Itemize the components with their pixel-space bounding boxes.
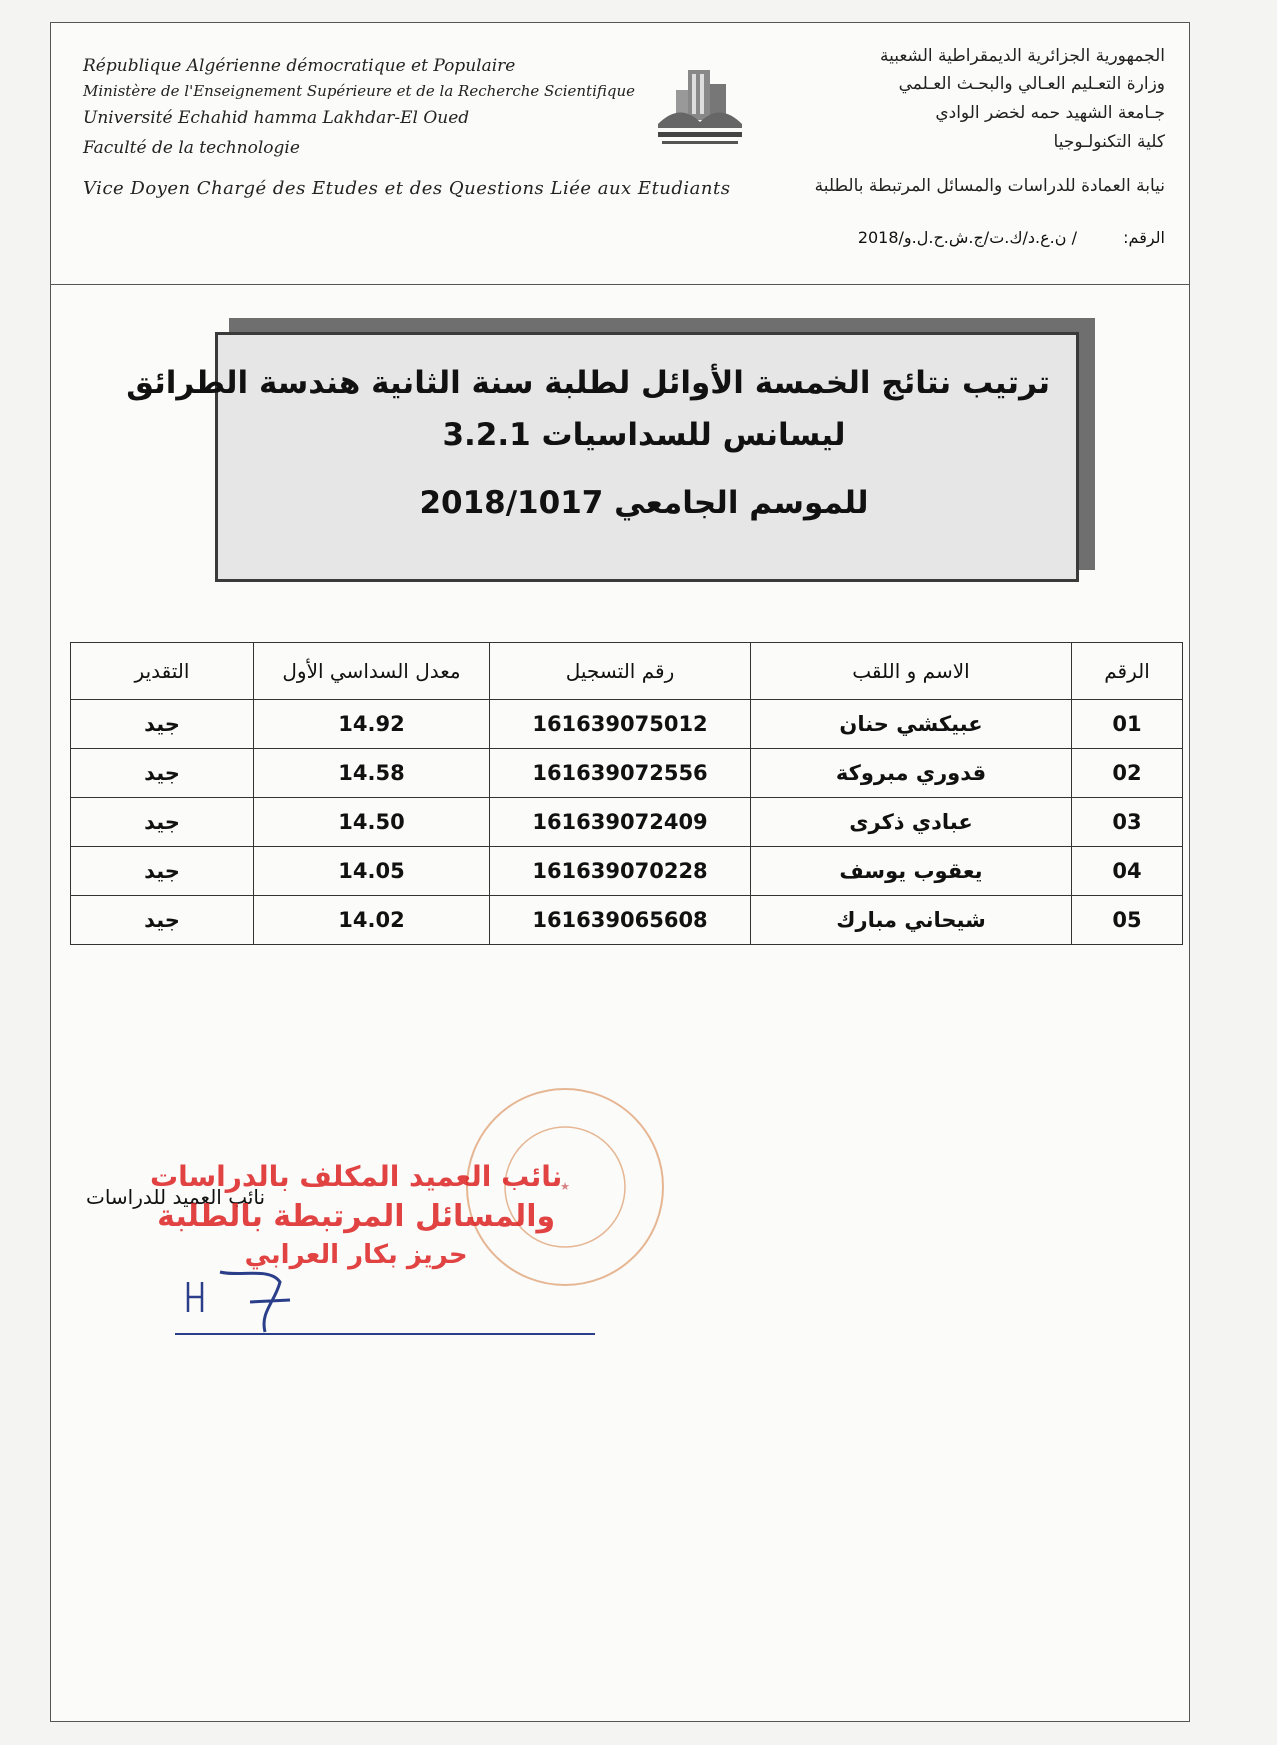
cell-average: 14.50 bbox=[254, 798, 490, 847]
cell-grade: جيد bbox=[71, 896, 254, 945]
table-header-row bbox=[71, 643, 1183, 700]
fr-republic: République Algérienne démocratique et Populaire bbox=[83, 56, 516, 76]
table-row bbox=[71, 896, 1183, 945]
cell-average: 14.05 bbox=[254, 847, 490, 896]
signature-stamp bbox=[150, 1160, 562, 1270]
cell-grade: جيد bbox=[71, 798, 254, 847]
cell-registration: 161639072409 bbox=[490, 798, 751, 847]
fr-vice-dean: Vice Doyen Chargé des Etudes et des Questions Liée aux Etudiants bbox=[83, 178, 731, 199]
table-row bbox=[71, 749, 1183, 798]
title-line-3: للموسم الجامعي 2018/1017 bbox=[419, 485, 869, 521]
fr-faculty: Faculté de la technologie bbox=[83, 138, 300, 158]
university-logo-icon bbox=[650, 62, 750, 158]
ar-university: جـامعة الشهيد حمه لخضر الوادي bbox=[935, 103, 1165, 123]
stamp-line-1: نائب العميد المكلف بالدراسات bbox=[150, 1160, 563, 1193]
cell-name: قدوري مبروكة bbox=[751, 749, 1072, 798]
title-box bbox=[126, 318, 1095, 584]
cell-name: عبادي ذكرى bbox=[751, 798, 1072, 847]
ar-ministry: وزارة التعـليم العـالي والبحـث العـلمي bbox=[898, 74, 1165, 94]
ar-faculty: كلية التكنولـوجيا bbox=[1053, 132, 1165, 152]
results-table bbox=[70, 642, 1183, 945]
cell-registration: 161639075012 bbox=[490, 700, 751, 749]
cell-rank: 03 bbox=[1072, 798, 1183, 847]
table-row bbox=[71, 847, 1183, 896]
cell-registration: 161639065608 bbox=[490, 896, 751, 945]
reference-value: / ن.ع.د/ك.ت/ج.ش.ح.ل.و/2018 bbox=[857, 228, 1077, 247]
header-divider bbox=[50, 284, 1190, 285]
cell-rank: 05 bbox=[1072, 896, 1183, 945]
cell-rank: 01 bbox=[1072, 700, 1183, 749]
table-row bbox=[71, 700, 1183, 749]
cell-registration: 161639070228 bbox=[490, 847, 751, 896]
cell-name: شيحاني مبارك bbox=[751, 896, 1072, 945]
fr-ministry: Ministère de l'Enseignement Supérieure et de la Recherche Scientifique bbox=[83, 82, 636, 100]
cell-grade: جيد bbox=[71, 749, 254, 798]
header-registration: رقم التسجيل bbox=[490, 643, 751, 700]
cell-rank: 04 bbox=[1072, 847, 1183, 896]
title-box-panel bbox=[126, 332, 1079, 582]
title-line-2: ليسانس للسداسيات 3.2.1 bbox=[442, 417, 846, 453]
header-name: الاسم و اللقب bbox=[751, 643, 1072, 700]
reference-label: الرقم: bbox=[1123, 228, 1165, 247]
cell-name: عبيكشي حنان bbox=[751, 700, 1072, 749]
signature-line bbox=[175, 1333, 595, 1335]
table-row bbox=[71, 798, 1183, 847]
header-grade: التقدير bbox=[71, 643, 254, 700]
cell-rank: 02 bbox=[1072, 749, 1183, 798]
cell-name: يعقوب يوسف bbox=[751, 847, 1072, 896]
cell-registration: 161639072556 bbox=[490, 749, 751, 798]
signatory-title: نائب العميد للدراسات bbox=[86, 1185, 266, 1209]
handwritten-signature-icon bbox=[180, 1262, 320, 1342]
ar-republic: الجمهورية الجزائرية الديمقراطية الشعبية bbox=[879, 46, 1165, 66]
fr-university: Université Echahid hamma Lakhdar-El Oued bbox=[83, 108, 470, 128]
cell-average: 14.02 bbox=[254, 896, 490, 945]
stamp-line-3: حريز بكار العرابي bbox=[244, 1240, 468, 1270]
ar-vice-dean: نيابة العمادة للدراسات والمسائل المرتبطة بالطلبة bbox=[814, 176, 1165, 196]
header-average: معدل السداسي الأول bbox=[254, 643, 490, 700]
cell-average: 14.58 bbox=[254, 749, 490, 798]
header-rank: الرقم bbox=[1072, 643, 1183, 700]
stamp-line-2: والمسائل المرتبطة بالطلبة bbox=[157, 1199, 556, 1234]
cell-average: 14.92 bbox=[254, 700, 490, 749]
title-line-1: ترتيب نتائج الخمسة الأوائل لطلبة سنة الثانية هندسة الطرائق bbox=[126, 365, 1050, 401]
cell-grade: جيد bbox=[71, 700, 254, 749]
svg-text:★: ★ bbox=[560, 1180, 570, 1193]
cell-grade: جيد bbox=[71, 847, 254, 896]
